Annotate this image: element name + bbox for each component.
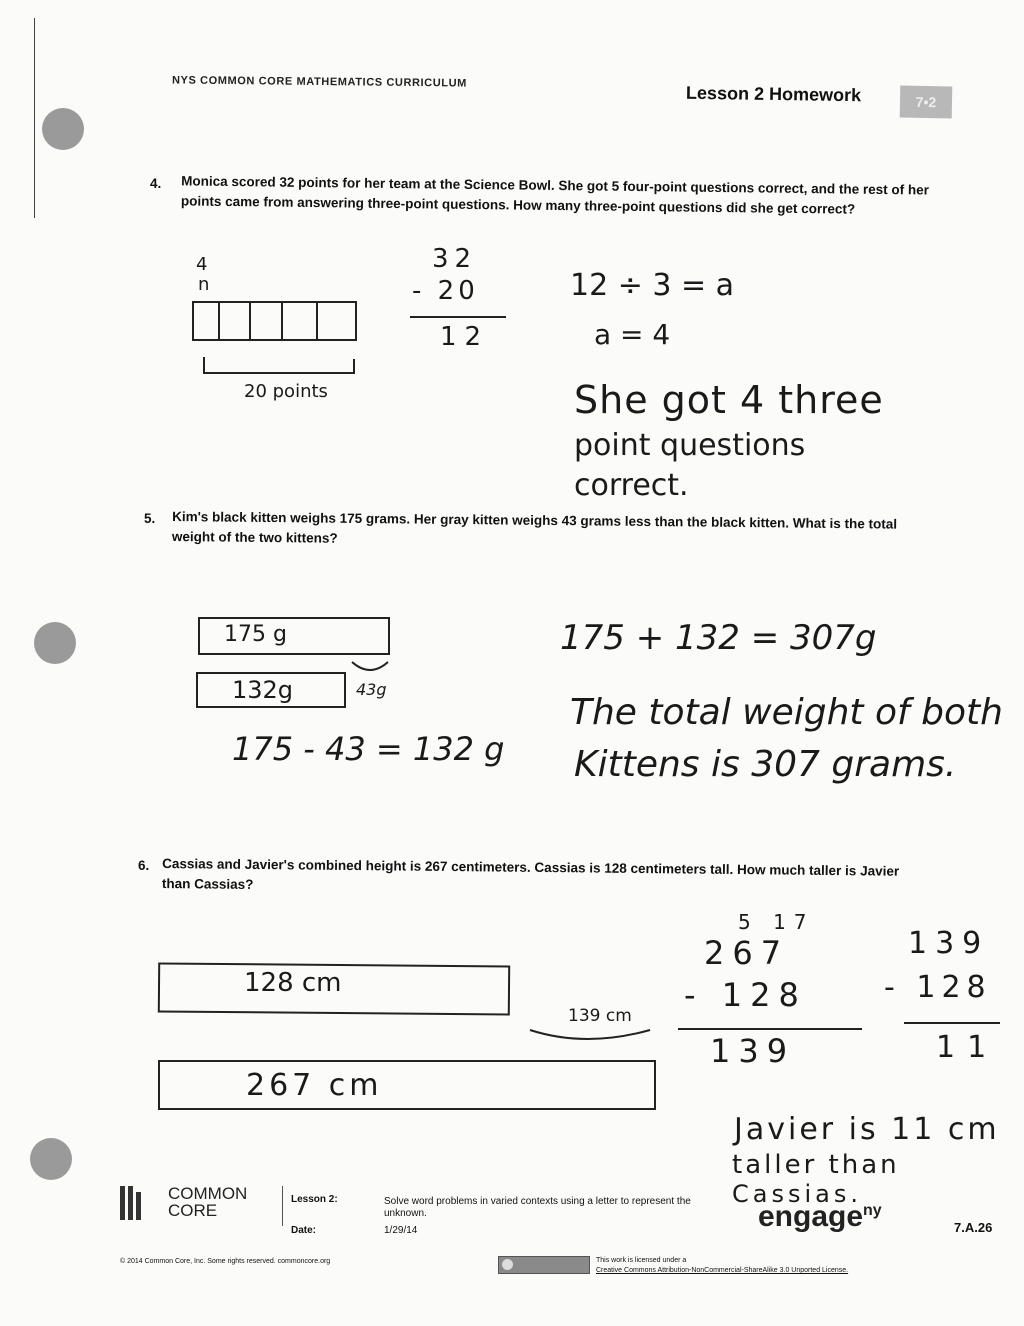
q4-answer-line-3: correct. bbox=[574, 468, 689, 503]
q4-tape-cell bbox=[218, 303, 220, 339]
q6-borrow-marks: 5 17 bbox=[738, 910, 815, 934]
q5-gap-brace bbox=[350, 660, 390, 676]
q5-equation-add: 175 + 132 = 307g bbox=[560, 618, 877, 658]
q4-sub-top: 32 bbox=[432, 244, 478, 274]
q5-equation-subtract: 175 - 43 = 132 g bbox=[232, 730, 505, 768]
q6-number: 6. bbox=[138, 858, 150, 873]
q4-equation-1: 12 ÷ 3 = a bbox=[570, 268, 735, 303]
engage-text: engage bbox=[758, 1200, 864, 1233]
q5-tape-label-1: 175 g bbox=[224, 622, 287, 647]
common-core-logo-mark bbox=[120, 1186, 146, 1220]
q4-sub-line bbox=[410, 316, 506, 318]
punch-hole-top bbox=[42, 108, 84, 150]
footer-lesson-label: Lesson 2: bbox=[291, 1194, 338, 1205]
q4-tape-cell bbox=[316, 303, 318, 339]
footer-date: 1/29/14 bbox=[384, 1225, 418, 1236]
q5-gap-label: 43g bbox=[356, 680, 387, 699]
q4-number: 4. bbox=[150, 176, 162, 191]
q6-text: Cassias and Javier's combined height is 267 centimeters. Cassias is 128 centimeters tall. How much taller is Javier than Cassias? bbox=[161, 856, 900, 892]
q4-sub-result: 12 bbox=[440, 322, 490, 352]
q6-sub1-result: 139 bbox=[710, 1032, 796, 1070]
lesson-title: Lesson 2 Homework bbox=[685, 82, 862, 106]
q6-sub1-line bbox=[678, 1028, 862, 1030]
logo-common: COMMON bbox=[168, 1184, 248, 1203]
ny-text: ny bbox=[863, 1202, 882, 1219]
q6-sub2-top: 139 bbox=[908, 926, 990, 961]
q4-tape-cell bbox=[249, 303, 251, 339]
footer-description: Solve word problems in varied contexts using a letter to represent the unknown. bbox=[384, 1196, 691, 1219]
q6-sub2-result: 11 bbox=[936, 1030, 999, 1065]
margin-line bbox=[34, 18, 35, 218]
q6-tape-combined bbox=[158, 1060, 656, 1110]
copyright: © 2014 Common Core, Inc. Some rights reserved. commoncore.org bbox=[120, 1258, 331, 1265]
q4-answer-line-1: She got 4 three bbox=[574, 378, 884, 422]
q4-tape-cell bbox=[281, 303, 283, 339]
q4-text: Monica scored 32 points for her team at the Science Bowl. She got 5 four-point questions correct, and the rest of her points came from answering three-point questions. How many three-point questions did she get correct? bbox=[180, 173, 930, 217]
engage-ny-logo bbox=[758, 1200, 882, 1234]
common-core-logo-text bbox=[168, 1185, 247, 1219]
q6-sub1-mid: - 128 bbox=[684, 976, 807, 1014]
q6-sub2-line bbox=[904, 1022, 1000, 1024]
q6-answer-line-1: Javier is 11 cm bbox=[734, 1112, 1000, 1147]
q5-tape-label-2: 132g bbox=[232, 676, 294, 704]
page-code: 7.A.26 bbox=[954, 1220, 993, 1235]
punch-hole-middle bbox=[34, 622, 76, 664]
license-line-1: This work is licensed under a bbox=[596, 1257, 687, 1264]
q6-tape-label-2: 267 cm bbox=[246, 1068, 383, 1103]
module-badge: 7•2 bbox=[900, 86, 953, 119]
q5-text: Kim's black kitten weighs 175 grams. Her gray kitten weighs 43 grams less than the black kitten. What is the total weight of the two kittens? bbox=[171, 509, 898, 546]
q4-brace-label: 20 points bbox=[244, 381, 328, 402]
q6-answer-line-2: taller than bbox=[732, 1150, 900, 1180]
punch-hole-bottom bbox=[30, 1138, 72, 1180]
license-text bbox=[596, 1256, 848, 1276]
logo-core: CORE bbox=[168, 1201, 218, 1220]
license-line-2[interactable]: Creative Commons Attribution-NonCommercial-ShareAlike 3.0 Unported License. bbox=[596, 1267, 849, 1274]
q5-answer-line-2: Kittens is 307 grams. bbox=[574, 744, 957, 785]
q6-answer-line-3: Cassias. bbox=[732, 1180, 862, 1208]
q5-number: 5. bbox=[144, 511, 156, 526]
q5-answer-line-1: The total weight of both bbox=[570, 692, 1003, 733]
footer-date-label: Date: bbox=[291, 1225, 317, 1236]
q6-tape-label-1: 128 cm bbox=[244, 968, 342, 998]
q6-sub1-top: 267 bbox=[704, 934, 790, 972]
q4-equation-2: a = 4 bbox=[594, 318, 671, 351]
curriculum-header: NYS COMMON CORE MATHEMATICS CURRICULUM bbox=[171, 74, 467, 90]
cc-license-badge bbox=[498, 1256, 590, 1274]
q4-label-n: n bbox=[198, 274, 210, 295]
q6-gap-brace bbox=[526, 1026, 656, 1046]
q6-sub2-mid: - 128 bbox=[884, 970, 992, 1005]
q6-gap-label: 139 cm bbox=[568, 1006, 632, 1026]
q4-tape-diagram bbox=[192, 301, 357, 341]
q4-brace bbox=[200, 355, 360, 379]
q4-sub-mid: - 20 bbox=[412, 276, 479, 306]
q4-answer-line-2: point questions bbox=[574, 428, 806, 463]
q4-label-4: 4 bbox=[196, 254, 208, 275]
footer-divider bbox=[282, 1186, 283, 1226]
